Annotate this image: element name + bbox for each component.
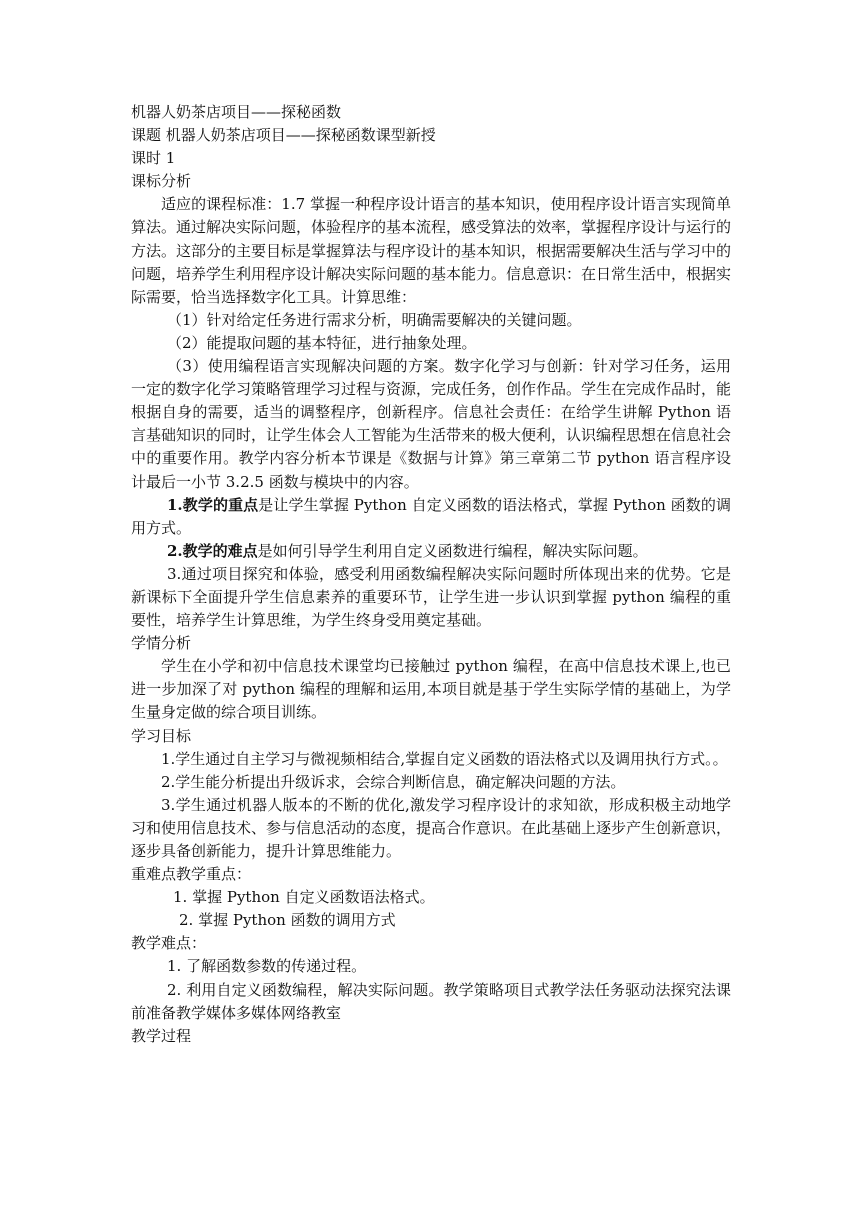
section-heading-curriculum: 课标分析 bbox=[131, 172, 192, 191]
point-3: 3.通过项目探究和体验，感受利用函数编程解决实际问题时所体现出来的优势。它是新课标下全面提升学生信息素养的重要环节，让学生进一步认识到掌握 python 编程的重要性，培养学生计算思维，为学生终身受用奠定基础。 bbox=[131, 564, 731, 630]
section-heading-difficulties: 教学难点： bbox=[131, 934, 207, 953]
difficulty-2: 2. 利用自定义函数编程，解决实际问题。教学策略项目式教学法任务驱动法探究法课前准备教学媒体多媒体网络教室 bbox=[131, 980, 731, 1022]
doc-title: 机器人奶茶店项目——探秘函数 bbox=[131, 103, 342, 121]
goal-1: 1.学生通过自主学习与微视频相结合,掌握自定义函数的语法格式以及调用执行方式。。 bbox=[161, 749, 728, 768]
ct-item-3: （3）使用编程语言实现解决问题的方案。数字化学习与创新：针对学习任务，运用一定的数字化学习策略管理学习过程与资源，完成任务，创作作品。学生在完成作品时，能根据自身的需要，适当的调整程序，创新程序。信息社会责任：在给学生讲解 Python 语言基础知识的同时，让学生体会人工智能为生活带来的极大便利，认识编程思想在信息社会中的重要作用。教学内容分析本节课是《数据与计算》第三章第二节 python 语言程序设计最后一小节 3.2.5 函数与模块中的内容。 bbox=[131, 357, 732, 491]
ct-item-1: （1）针对给定任务进行需求分析，明确需要解决的关键问题。 bbox=[167, 310, 582, 329]
point-1 bbox=[131, 494, 731, 540]
ct-item-2: （2）能提取问题的基本特征，进行抽象处理。 bbox=[167, 333, 477, 352]
doc-period: 课时 1 bbox=[131, 149, 176, 168]
section-heading-keypoints: 重难点教学重点： bbox=[131, 865, 252, 884]
goal-2: 2.学生能分析提出升级诉求，会综合判断信息，确定解决问题的方法。 bbox=[161, 772, 626, 791]
point-1-text: 是让学生掌握 Python 自定义函数的语法格式，掌握 Python 函数的调用方式。 bbox=[131, 495, 731, 537]
point-2 bbox=[131, 540, 731, 563]
students-paragraph: 学生在小学和初中信息技术课堂均已接触过 python 编程，在高中信息技术课上,也已进一步加深了对 python 编程的理解和运用,本项目就是基于学生实际学情的基础上，为学生量身定做的综合项目训练。 bbox=[131, 657, 731, 722]
section-heading-goals: 学习目标 bbox=[131, 726, 192, 745]
key-point-1: 1. 掌握 Python 自定义函数语法格式。 bbox=[173, 888, 435, 907]
section-heading-students: 学情分析 bbox=[131, 634, 192, 653]
point-1-lead: 1.教学的重点 bbox=[167, 495, 259, 514]
difficulty-1: 1. 了解函数参数的传递过程。 bbox=[167, 957, 367, 976]
point-2-lead: 2.教学的难点 bbox=[167, 541, 258, 560]
doc-subject: 课题 机器人奶茶店项目——探秘函数课型新授 bbox=[131, 126, 436, 145]
point-2-text: 是如何引导学生利用自定义函数进行编程，解决实际问题。 bbox=[257, 541, 648, 560]
key-point-2: 2. 掌握 Python 函数的调用方式 bbox=[179, 911, 396, 930]
goal-3: 3.学生通过机器人版本的不断的优化,激发学习程序设计的求知欲，形成积极主动地学习和使用信息技术、参与信息活动的态度，提高合作意识。在此基础上逐步产生创新意识，逐步具备创新能力，提升计算思维能力。 bbox=[131, 795, 732, 860]
section-heading-process: 教学过程 bbox=[131, 1026, 192, 1045]
curriculum-paragraph: 适应的课程标准：1.7 掌握一种程序设计语言的基本知识，使用程序设计语言实现简单算法。通过解决实际问题，体验程序的基本流程，感受算法的效率，掌握程序设计与运行的方法。这部分的主要目标是掌握算法与程序设计的基本知识，根据需要解决生活与学习中的问题，培养学生利用程序设计解决实际问题的基本能力。信息意识：在日常生活中，根据实际需要，恰当选择数字化工具。计算思维： bbox=[131, 195, 732, 306]
document-page bbox=[131, 101, 731, 1048]
